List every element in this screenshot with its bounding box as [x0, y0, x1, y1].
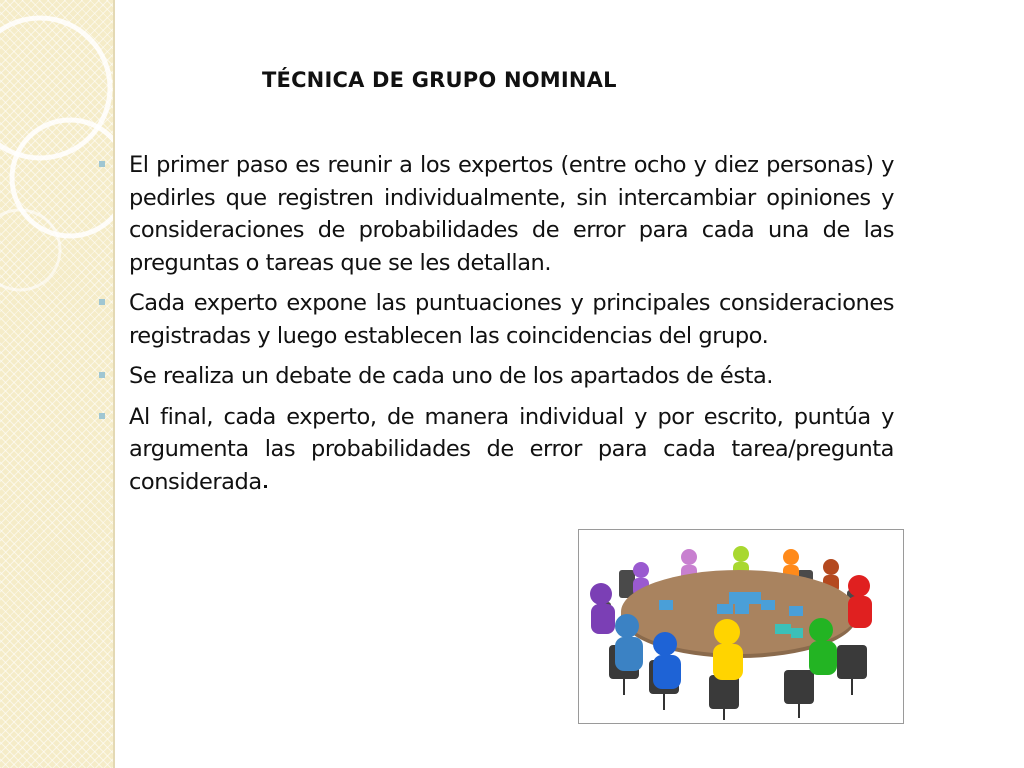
bullet-marker-icon [99, 372, 105, 378]
decorative-circles [0, 0, 113, 768]
bullet-text: El primer paso es reunir a los expertos (entre ocho y diez personas) y pedirles que registren individualmente, sin intercambiar opiniones y consideraciones de probabilidades de error para cada una de las preguntas o tareas que se les detallan. [129, 152, 894, 276]
decorative-side-panel [0, 0, 113, 768]
trailing-period [264, 485, 267, 488]
slide-title: TÉCNICA DE GRUPO NOMINAL [262, 68, 617, 92]
bullet-item [99, 401, 894, 499]
bullet-marker-icon [99, 299, 105, 305]
bullet-text: Se realiza un debate de cada uno de los apartados de ésta. [129, 363, 774, 389]
bullet-item [99, 149, 894, 279]
group-meeting-icon [579, 530, 903, 723]
bullet-list [99, 149, 894, 506]
meeting-table-illustration [578, 529, 904, 724]
bullet-text: Al final, cada experto, de manera individual y por escrito, puntúa y argumenta las probabilidades de error para cada tarea/pregunta considerada [129, 403, 894, 495]
bullet-marker-icon [99, 413, 105, 419]
bullet-item [99, 287, 894, 352]
bullet-text: Cada experto expone las puntuaciones y principales consideraciones registradas y luego establecen las coincidencias del grupo. [129, 290, 894, 349]
bullet-item [99, 360, 894, 393]
bullet-marker-icon [99, 161, 105, 167]
